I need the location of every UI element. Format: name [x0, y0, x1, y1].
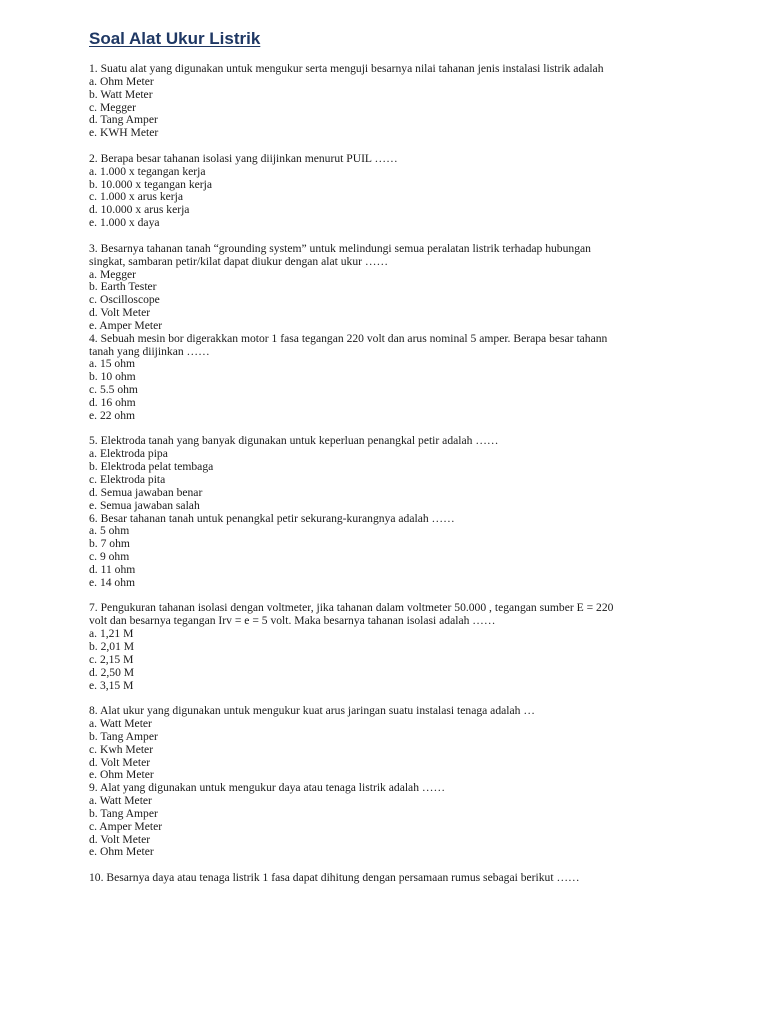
answer-option: a. Watt Meter — [89, 794, 152, 808]
question-text: 5. Elektroda tanah yang banyak digunakan untuk keperluan penangkal petir adalah …… — [89, 434, 499, 448]
paragraph-gap — [89, 140, 729, 153]
answer-option: e. Amper Meter — [89, 318, 163, 332]
answer-option: c. Megger — [89, 100, 136, 114]
question-text: 9. Alat yang digunakan untuk mengukur daya atau tenaga listrik adalah …… — [89, 781, 446, 795]
answer-option: a. 15 ohm — [89, 357, 136, 371]
answer-option: e. KWH Meter — [89, 126, 159, 140]
answer-option: b. Watt Meter — [89, 87, 153, 101]
answer-option: e. 14 ohm — [89, 575, 136, 589]
question-text: 3. Besarnya tahanan tanah “grounding system” untuk melindungi semua peralatan listrik terhadap hubungan — [89, 241, 591, 255]
answer-option: c. Elektroda pita — [89, 473, 166, 486]
question-block — [89, 513, 729, 590]
question-text: singkat, sambaran petir/kilat dapat diukur dengan alat ukur …… — [89, 254, 389, 268]
question-block — [89, 63, 729, 140]
answer-option: b. 10.000 x tegangan kerja — [89, 177, 212, 191]
answer-option: c. 5.5 ohm — [89, 383, 138, 397]
answer-option: c. Amper Meter — [89, 819, 163, 833]
answer-option: b. 7 ohm — [89, 537, 130, 551]
question-text: 2. Berapa besar tahanan isolasi yang diijinkan menurut PUIL …… — [89, 151, 398, 165]
question-block — [89, 153, 729, 230]
question-text: 8. Alat ukur yang digunakan untuk mengukur kuat arus jaringan suatu instalasi tenaga adalah … — [89, 704, 535, 718]
answer-option: a. Elektroda pipa — [89, 447, 168, 461]
question-block — [89, 872, 729, 885]
answer-option: c. Kwh Meter — [89, 742, 154, 756]
document-title: Soal Alat Ukur Listrik — [89, 29, 261, 48]
answer-option: c. Oscilloscope — [89, 293, 160, 307]
question-block — [89, 782, 729, 859]
answer-option: e. Ohm Meter — [89, 845, 154, 859]
answer-option: b. 10 ohm — [89, 370, 136, 384]
question-text: 6. Besar tahanan tanah untuk penangkal petir sekurang-kurangnya adalah …… — [89, 511, 455, 525]
answer-option: b. Tang Amper — [89, 806, 158, 820]
paragraph-gap — [89, 230, 729, 243]
question-block — [89, 435, 729, 512]
document-page — [89, 28, 729, 885]
answer-option: c. 9 ohm — [89, 550, 130, 564]
answer-option: d. Tang Amper — [89, 113, 158, 127]
question-text: 4. Sebuah mesin bor digerakkan motor 1 fasa tegangan 220 volt dan arus nominal 5 amper. Berapa besar tahann — [89, 331, 608, 345]
answer-option: d. Volt Meter — [89, 755, 151, 769]
answer-option: b. 2,01 M — [89, 639, 135, 653]
answer-option: d. 10.000 x arus kerja — [89, 203, 190, 217]
answer-option: a. 1.000 x tegangan kerja — [89, 164, 206, 178]
answer-option: a. 1,21 M — [89, 627, 134, 641]
answer-option: c. 2,15 M — [89, 652, 134, 666]
answer-option: a. Watt Meter — [89, 717, 152, 731]
question-block — [89, 705, 729, 782]
answer-option: e. 22 ohm — [89, 408, 136, 422]
answer-option: d. 16 ohm — [89, 395, 136, 409]
answer-option: e. Ohm Meter — [89, 768, 154, 782]
answer-option: d. Volt Meter — [89, 306, 151, 320]
question-text: volt dan besarnya tegangan Irv = e = 5 volt. Maka besarnya tahanan isolasi adalah …… — [89, 614, 496, 628]
answer-option: d. Semua jawaban benar — [89, 485, 203, 499]
answer-option: d. Volt Meter — [89, 832, 151, 846]
answer-option: b. Elektroda pelat tembaga — [89, 460, 214, 474]
question-text: 1. Suatu alat yang digunakan untuk mengukur serta menguji besarnya nilai tahanan jenis instalasi listrik adalah — [89, 62, 604, 75]
question-list — [89, 63, 729, 885]
answer-option: e. Semua jawaban salah — [89, 498, 200, 512]
question-text: tanah yang diijinkan …… — [89, 344, 210, 358]
answer-option: d. 2,50 M — [89, 665, 135, 679]
answer-option: c. 1.000 x arus kerja — [89, 190, 184, 204]
question-block — [89, 602, 729, 692]
question-block — [89, 333, 729, 423]
answer-option: a. 5 ohm — [89, 524, 130, 538]
answer-option: e. 1.000 x daya — [89, 216, 160, 230]
answer-option: b. Earth Tester — [89, 280, 157, 294]
answer-option: b. Tang Amper — [89, 729, 158, 743]
answer-option: a. Megger — [89, 267, 136, 281]
question-text: 10. Besarnya daya atau tenaga listrik 1 fasa dapat dihitung dengan persamaan rumus sebagai berikut …… — [89, 871, 580, 885]
answer-option: d. 11 ohm — [89, 562, 136, 576]
question-text: 7. Pengukuran tahanan isolasi dengan voltmeter, jika tahanan dalam voltmeter 50.000 , tegangan sumber E = 220 — [89, 601, 614, 615]
question-block — [89, 243, 729, 333]
answer-option: a. Ohm Meter — [89, 74, 154, 88]
answer-option: e. 3,15 M — [89, 678, 134, 692]
